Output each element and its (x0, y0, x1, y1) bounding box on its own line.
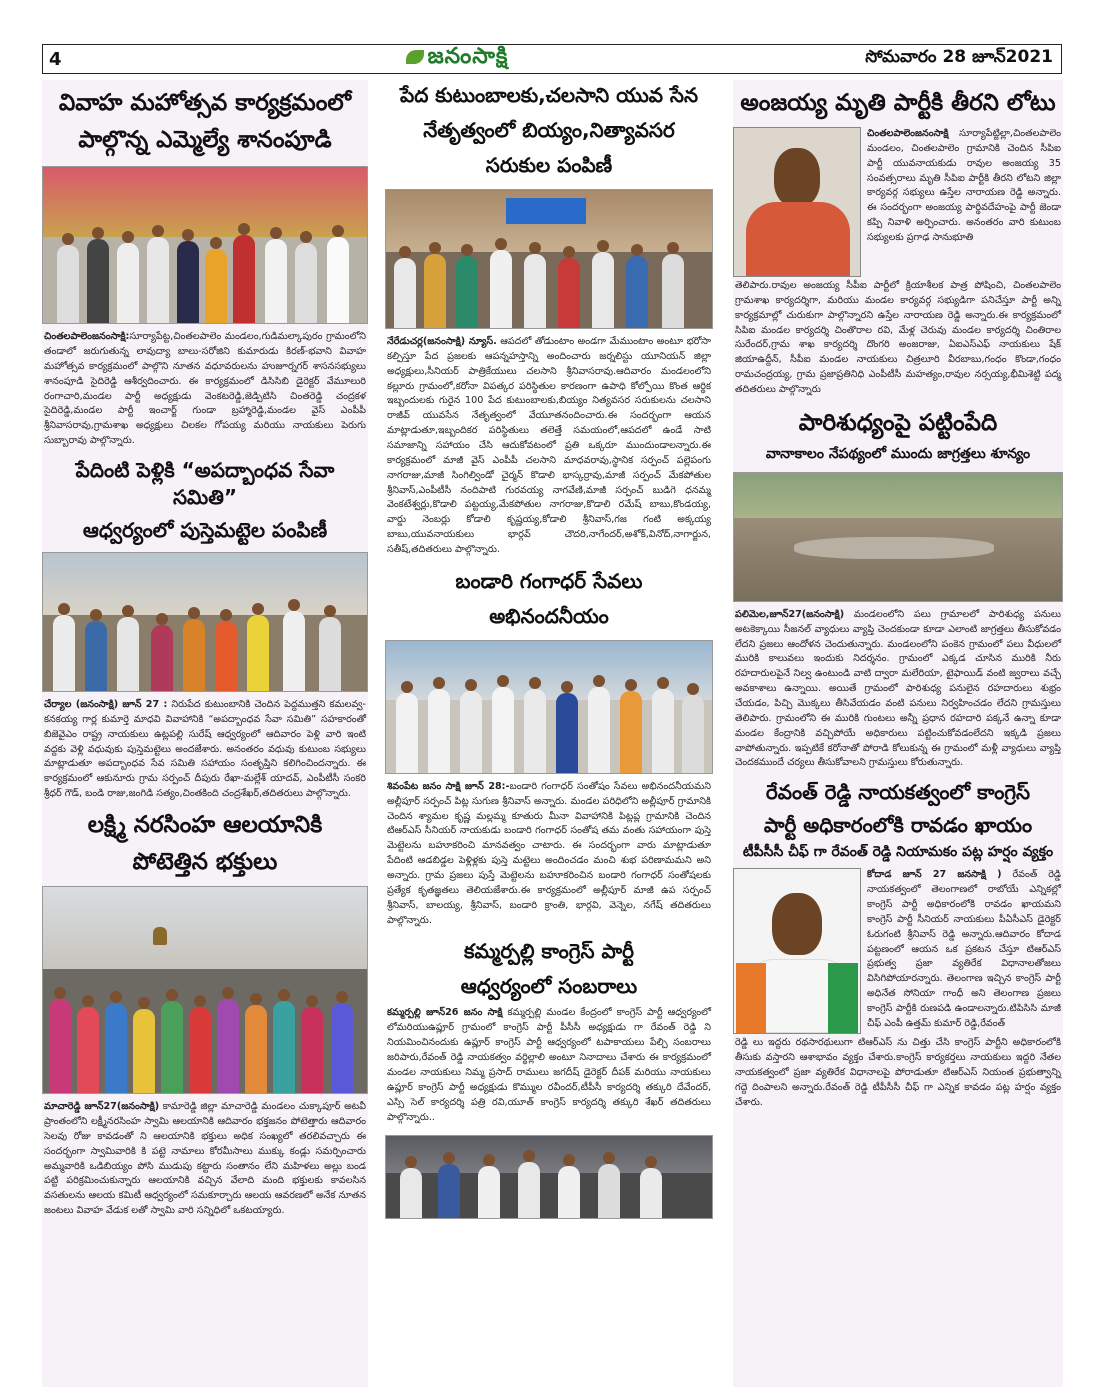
article-text: సూర్యాపేట్జిల్లా,చింతలపాలెం మండలం, చింతలపాలెం గ్రామానికి చెందిన సీపిఐ పార్టీ యువనాయకుడు రావుల అంజయ్య 35 సంవత్సరాలు మృతి సీపిఐ పార్టీకి తీరని లోటని జిల్లా కార్యవర్గ సభ్యులు ఉస్తేల నారాయణ రెడ్డి అన్నారు. ఈ సందర్భంగా అంజయ్య పార్థివదేహంపై పార్టీ జెండా కప్పి నివాళి అర్పించారు. అనంతరం వారి కుటుంబ సభ్యులకు ప్రగాఢ సానుభూతి (867, 128, 1061, 244)
headline: పేదింటి పెళ్లికి “అపద్బాంధవ సేవా సమితి” (75, 457, 335, 509)
headline: పార్టీ అధికారంలోకి రావడం ఖాయం (763, 813, 1033, 838)
dateline: మాచారెడ్డి జూన్27(జనంసాక్షి) (44, 1101, 160, 1113)
article-body (385, 780, 713, 929)
wedding-photo (42, 166, 368, 324)
dateline: నేరేడుచర్ల(జనంసాక్షి) న్యూస్. (387, 336, 497, 347)
article-text: రేవంత్ రెడ్డి నాయకత్వంలో తెలంగాణలో రాబోయే ఎన్నికల్లో కాంగ్రెస్ పార్టీ అధికారంలోకి రావడం ఖాయమని కాంగ్రెస్ పార్టీ సీనియర్ నాయకులు పీఏసీఎస్ డైరెక్టర్ ఓరుగంటి శ్రీనివాస్ రెడ్డి అన్నారు.ఆదివారం కోదాడ పట్టణంలో ఆయన ఒక ప్రకటన చేస్తూ టిఆర్ఎస్ ప్రభుత్వ ప్రజా వ్యతిరేక విధానాలతోజలు విసిగిపోయారన్నారు. తెలంగాణ ఇచ్చిన కాంగ్రెస్ పార్టీ అధినేత సోనియా గాంధీ అని తెలంగాణ ప్రజలు కాంగ్రెస్ పార్టీకి రుణపడి ఉండాలన్నారు.టిపిసిసి మాజీ చీఫ్ ఎంపీ ఉత్తమ్ కుమార్ రెడ్డి,రేవంత్ (867, 869, 1061, 1029)
portrait-photo (733, 127, 861, 277)
article-text: మండలంలోని పలు గ్రామాలలో పారిశుధ్య పనులు అటకెక్కాయి సీజనల్ వ్యాధులు వ్యాప్తి చెందకుండా కూడా ఎలాంటి జాగ్రత్తలు తీసుకోవడం లేదని ప్రజలు ఆందోళన చెందుతున్నారు. మండలంలోని పంకెన గ్రామంలో పలు వీధులలో మురికి కాలువలు ఇందుకు నిదర్శనం. గ్రామంలో ఎక్కడ చూసిన మురికి నీరు రహదారులపైనే నిల్వ ఉంటుండి వాటి ద్వారా మలేరియా, టైఫాయిడ్ వంటి జ్వరాలు వచ్చే అవకాశాలు ఉన్నాయి. అయితే గ్రామంలో పారిశుధ్య పనులైన రహదారులు శుభ్రం చేయడం, పిచ్చి మొక్కలు తీసివేయడం వంటి పనులు నిర్వహించడం లేదని గ్రామస్తులు తెలిపారు. గ్రామంలోని ఈ మురికి గుంటలు అన్నీ ప్రధాన రహదారి పక్కనే ఉన్నా కూడా మండల కేంద్రానికి వచ్చిపోయే అధికారులు పట్టించుకోవడంలేదని ఇక్కడి ప్రజలు వాపోతున్నారు. ఇప్పటికే కరోనాతో పోరాడి కోలుకున్న ఈ గ్రామంలో మళ్లీ వ్యాధులు వ్యాప్తి చెందకముందే చర్యలు తీసుకోవాలని గ్రామస్తులు కోరుతున్నారు. (735, 608, 1061, 769)
headline: రేవంత్ రెడ్డి నాయకత్వంలో కాంగ్రెస్ (765, 780, 1031, 805)
subheadline: టీపీసీసీ చీఫ్ గా రేవంత్ రెడ్డి నియామకం పట్ల హర్షం వ్యక్తం (742, 844, 1054, 861)
article-body-continued: తెలిపారు.రావుల అంజయ్య సీపీఐ పార్టీలో క్రియాశీలక పాత్ర పోషించి, చింతలపాలెం గ్రామశాఖ కార్యదర్శిగా, మరియు మండల కార్యవర్గ సభ్యుడిగా పనిచేస్తూ పార్టీ అన్ని కార్యక్రమాల్లో చురుకుగా పాల్గొన్నారని ఉస్తేల నారాయణ రెడ్డి అన్నారు.ఈ కార్యక్రమంలో సిపిఐ మండల కార్యదర్శి చింతొరాల రవి, మేళ్ల చెరువు మండల కార్యదర్శి చింతిరాల సురేందర్,గ్రామ శాఖ కార్యదర్శి దొంగరి అంజరాజు, ఏఐఎస్ఎఫ్ నాయకులు షేక్ జియాఉద్దీన్, సీపీఐ మండల నాయకులు చిత్రలూరి వీరబాబు,గంధం కొండా,గంధం రామచంద్రయ్య, గ్రామ ప్రజాప్రతినిధి ఎంపీటీసీ మహత్యం,రావుల నర్సయ్య,భీమిశెట్టి పద్మ తదితరులు పాల్గొన్నారు (735, 280, 1061, 396)
portrait-photo (733, 868, 861, 1034)
headline: పాల్గొన్న ఎమ్మెల్యే శానంపూడి (78, 127, 332, 154)
dateline: చింతలపాలెంజనంసాక్షి: (44, 331, 130, 343)
dateline: కమ్మర్పల్లి జూన్26 జనం సాక్షి (387, 1007, 503, 1019)
article-body (42, 330, 368, 449)
headline: పేద కుటుంబాలకు,చలసాని యువ సేన (399, 83, 699, 107)
article-body (385, 335, 713, 558)
celebration-photo (385, 1135, 713, 1219)
paper-name: జనంసాక్షి (427, 44, 509, 69)
headline: అంజయ్య మృతి పార్టీకి తీరని లోటు (740, 90, 1056, 116)
dateline: శివంపేట జనం సాక్షి జూన్ 28:- (387, 780, 510, 792)
article-body-continued: రెడ్డి లు ఇద్దరు రథసారథులుగా టిఆర్ఎస్ ను చిత్తు చేసి కాంగ్రెస్ పార్టీని అధికారంలోకి తీసుకు వస్తారని ఆశాభావం వ్యక్తం చేశారు.కాంగ్రెస్ కార్యకర్తలు నాయకులు ఇద్దరి నేతల నాయకత్వంలో ప్రజా వ్యతిరేక విధానాలపై పోరాడుతూ టిఆర్ఎస్ నియంత ప్రభుత్వాన్ని గద్దె దింపాలని అన్నారు.రేవంత్ రెడ్డి టీపీసీసీ చీఫ్ గా ఎన్నిక కావడం పట్ల హర్షం వ్యక్తం చేశారు. (735, 1037, 1061, 1108)
article-text: బండారి గంగాధర్ సంతోషం సేవలు అభినందనీయమని అల్లీపూర్ సర్పంచ్ పిట్ల సుగుణ శ్రీనివాస్ అన్నారు. మండల పరిధిలోని అల్లీపూర్ గ్రామానికి చెందిన శ్యామల కృష్ణ మల్లమ్మ కూతురు మీనా వివాహానికి పిట్లప్ల గ్రామానికి చెందిన టిఆర్ఎస్ సీనియర్ నాయకుడు బండారి గంగాధర్ సంతోష తమ వంతు సహాయంగా పుస్తె మెట్టెలను బహూకరించి మానవత్వం చాటారు. ఈ సందర్భంగా వారు మాట్లాడుతూ పేదింటి ఆడబిడ్డల పెళ్లిళ్లకు పుస్తె మట్టెలు అందించడం మంచి శుభ పరిణామమని అని అన్నారు. గ్రామ ప్రజలు పుస్తే మెట్టెలను బహూకరించిన బండారి గంగాధర్ సంతోషలకు ప్రత్యేక కృతజ్ఞతలు తెలియజేశారు.ఈ కార్యక్రమంలో అల్లీపూర్ మాజీ ఉప సర్పంచ్ శ్రీనివాస్, బాలయ్య, శ్రీనివాస్, బండారి క్రాంతి, భార్గవి, వెన్నెల, నగేష్ తదితరులు పాల్గొన్నారు. (387, 780, 711, 926)
page-number: 4 (49, 48, 62, 70)
article-body (733, 608, 1063, 771)
article-block (733, 127, 1063, 279)
article-body (42, 698, 368, 802)
article-text: కామారెడ్డి జిల్లా మాచారెడ్డి మండలం చుక్కాపూర్ అటవీ ప్రాంతంలోని లక్ష్మీనరసింహ స్వామి ఆలయానికి ఆదివారం భక్తజనం పోటెత్తారు ఆదివారం సెలవు రోజు కావడంతో ని ఆలయానికి భక్తులు అధిక సంఖ్యలో తరలివచ్చారు ఈ సందర్భంగా స్వామివారికి కి పట్టె నామాలు కోరమీసాలు ముక్కు కండ్లు సమర్పించారు అమ్మవారికి ఒడిబియ్యం పోసి ముడుపు కట్టారు సంతానం లేని మహిళలు అల్లు బండ పట్టి పరిక్రమించుకున్నారు ఆలయానికి వచ్చిన వేలాది మంది భక్తులకు కావలసిన వసతులను ఆలయ కమిటీ ఆధ్వర్యంలో సమకూర్చారు ఆలయ ఆవరణలో అనేక నూతన జంటలు వివాహ వేడుక లతో స్వామి వారి సన్నిధిలో ఒకటయ్యారు. (44, 1101, 366, 1217)
article-body (42, 1100, 368, 1219)
dateline: చేర్యాల (జనంసాక్షి) జూన్ 27 : (44, 698, 168, 710)
headline: కమ్మర్పల్లి కాంగ్రెస్ పార్టీ (464, 939, 634, 964)
headline: ఆధ్వర్యంలో పుస్తెమట్టెల పంపిణీ (82, 517, 328, 542)
headline: పారిశుధ్యంపై పట్టింపేది (798, 409, 998, 436)
middle-column (385, 80, 713, 1387)
subheadline: వానాకాలం నేపథ్యంలో ముందు జాగ్రత్తలు శూన్యం (765, 445, 1031, 462)
mangalsutra-distribution-photo (42, 552, 368, 692)
dateline: చింతలపాలెంజనంసాక్షి (867, 128, 949, 140)
headline: బండారి గంగాధర్ సేవలు (455, 568, 643, 593)
article-text: ఆపదలో తోడుంటాం అండగా మేముంటాం అంటూ భరోసా కల్పిస్తూ పేద ప్రజలకు ఆపన్నహస్తాన్ని అందించారు జర్నలిస్టు యూనియన్ జిల్లా అధ్యక్షులు,సీనియర్ పాత్రికేయులు చలసాని శ్రీనివాసరావు.ఆదివారం మండలంలోని కల్లూరు గ్రామంలో,కరోనా విపత్కర పరిస్థితుల కారణంగా ఉపాధి కోల్పోయి కొంత ఆర్థిక ఇబ్బందులకు గురైన 100 పేద కుటుంబాలకు,బియ్యం నిత్యవసర సరుకులను చలసాని రాజీవ్ యువసేన నేతృత్వంలో వేయూతనందించారు.ఈ సందర్భంగా ఆయన మాట్లాడుతూ,ఇబ్బందికర పరిస్థితులు తలెత్తే సమయంలో,ఆపదలో ఉండే సాటి సమాజాన్ని సహాయం చేసి ఆదుకోవటంలో ప్రతి ఒక్కరూ ముందుండాలన్నారు.ఈ కార్యక్రమంలో మాజీ వైస్ ఎంపీపీ చలసాని మాధవరావు,స్థానిక సర్పంచ్ పల్లెపంగు నాగరాజు,మాజీ సింగిల్విండో చైర్మన్ కొడాలి భాస్కర్రావు,మాజీ సర్పంచ్ మేకపోతుల శ్రీనివాస్,ఎంపీటీసీ నందిపాటి గురవయ్య నాగవేణి,మాజీ సర్పంచ్ బుడిగె ధనమ్మ వెంకటేశ్వర్లు,కొడాలి పట్టయ్య,మేకపోతుల నాగరాజు,కొడాలి రమేష్ బాబు,కొండయ్య, వార్డు నెంబర్లు కోడాలి కృష్ణయ్య,కోడాలి శ్రీనివాస్,గజ గంటి అక్కయ్య బాబు,యువనాయకులు భార్గవ్ చౌదరి,నాగేందర్,అశోక్,వినోద్,నాగార్జున, సతీష్,తదితరులు పాల్గొన్నారు. (387, 336, 711, 556)
article-text: కమ్మర్పల్లి మండల కేంద్రంలో కాంగ్రెస్ పార్టీ ఆధ్వర్యంలో లోమరియుఉప్లూర్ గ్రామంలో కాంగ్రెస్ పార్టీ పీసీసీ అధ్యక్షుడు గా రేవంత్ రెడ్డి ని నియమించినందుకు ఉప్లూర్ కాంగ్రెస్ పార్టీ ఆధ్వర్యంలో టపాకాయలు పేల్చి సంబరాలు జరిపారు,రేవంత్ రెడ్డి నాయకత్వం వర్థిల్లాలి అంటూ నినాదాలు చేశారు ఈ కార్యక్రమంలో మండల నాయకులు నిమ్మ ప్రసాద్ రాములు జగదీష్ డైరెక్టర్ దీపక్ మరియు నాయకులు ఉప్లూర్ కాంగ్రెస్ పార్టీ అధ్యక్షుడు కొమ్ముల రవీందర్,టీపీసీ కార్యదర్శి తక్కురి దేవేందర్, ఎస్సి సెల్ కార్యదర్శి పత్రి రవి,యూత్ కాంగ్రెస్ కార్యదర్శి తక్కురి శేఖర్ తదితరులు పాల్గొన్నారు.. (387, 1007, 711, 1123)
leaf-icon (406, 50, 424, 64)
rice-distribution-photo (385, 189, 713, 329)
dateline: పలిమెల,జూన్27(జనంసాక్షి) (735, 608, 845, 620)
temple-devotees-photo (42, 886, 368, 1094)
muddy-road-photo (733, 472, 1063, 602)
left-column (42, 80, 368, 1387)
right-column (733, 80, 1063, 1387)
headline: అభినందనీయం (489, 603, 609, 628)
paper-logo (113, 44, 801, 74)
article-text: నిరుపేద కుటుంబానికి చెందిన పెద్దముత్తని కమలవ్వ-కనకయ్య గార్ల కుమార్తె మాధవి వివాహానికి “అపద్బాంధవ సేవా సమితి” సహకారంతో బిజెవైఎం రాష్ట్ర నాయకులు ఉట్లపల్లి సురేష్ ఆధ్వర్యంలో ఆదివారం పెళ్లి వారి ఇంటి వద్దకు వెళ్లి వధువుకు పుస్తెమట్టెలు అందజేశారు. అనంతరం వధువు కుటుంబ సభ్యులు మాట్లాడుతూ అపద్బాంధవ సేవ సమితి సహాయం సంతృప్తిని కలిగించిందన్నారు. ఈ కార్యక్రమంలో ఆకునూరు గ్రామ సర్పంచ్ దీపురు రేఖా-మల్లేశ్ యాదవ్, ఎంపీటీసీ సంకరి శ్రీధర్ గౌడ్, బండి రాజు,జంగిడి సత్యం,చింతకింది చంద్రశేఖర్,తదితరులు పాల్గొన్నారు. (44, 698, 366, 800)
headline: నేతృత్వంలో బియ్యం,నిత్యావసర (423, 118, 675, 142)
felicitation-group-photo (385, 640, 713, 774)
headline: లక్ష్మి నరసింహ ఆలయానికి (87, 811, 323, 838)
article-text: సూర్యాపేట్ట,చింతలపాలెం మండలం,గుడిమల్కాపురం గ్రామంలోని తండాలో జరుగుతున్న లావుద్యా బాలు-సరోజిని కుమారుడు కిరణ్-భవాని వివాహ మహోత్సవ కార్యక్రమంలో పాల్గొని నూతన వధూవరులను హుజూర్నగర్ శాసనసభ్యులు శానంపూడి సైదిరెడ్డి ఆశీర్వదించారు. ఈ కార్యక్రమంలో డిసిసిబి డైరెక్టర్ వేమూలురి రంగాచారి,మండల పార్టీ అధ్యక్షుడు వెంకటరెడ్డి,జెడ్పిటిసి చింతరెడ్డి చంద్రకళ సైదిరెడ్డి,మండల పార్టీ ఇంచార్జ్ గుండా బ్రహ్మారెడ్డి,మండల వైస్ ఎంపీపీ శ్రీనివాసరావు,గ్రామశాఖ అధ్యక్షులు చిలకల గోపయ్య మరియు నాయకులు పెరుగు సుబ్బారావు పాల్గొన్నారు. (44, 331, 366, 447)
article-body (385, 1006, 713, 1125)
dateline: కోదాడ జూన్ 27 జనసాక్షి ) (867, 869, 1002, 881)
headline: వివాహ మహోత్సవ కార్యక్రమంలో (58, 90, 352, 116)
headline: సరుకుల పంపిణీ (485, 153, 613, 177)
headline: పోటెత్తిన భక్తులు (132, 849, 278, 876)
headline: ఆధ్వర్యంలో సంబరాలు (460, 974, 638, 999)
article-block (733, 868, 1063, 1036)
masthead (42, 44, 1062, 74)
issue-date: సోమవారం 28 జూన్2021 (865, 47, 1053, 67)
